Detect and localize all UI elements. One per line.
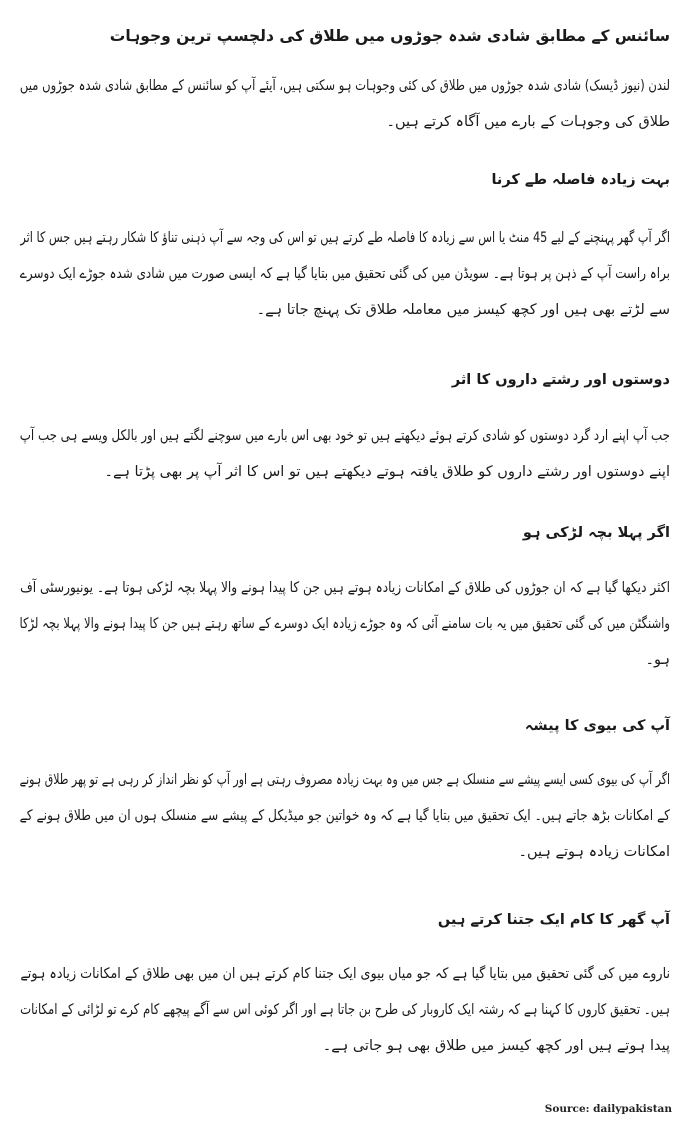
paragraph-line: سے لڑتے بھی ہیں اور کچھ کیسز میں معاملہ طلاق تک پہنچ جاتا ہے۔	[256, 302, 670, 318]
paragraph-line: ہو۔	[645, 652, 670, 668]
article-title: سائنس کے مطابق شادی شدہ جوڑوں میں طلاق کی دلچسپ ترین وجوہات	[109, 27, 670, 45]
paragraph-line: جب آپ اپنے ارد گرد دوستوں کو شادی کرتے ہوئے دیکھتے ہیں تو خود بھی اس بارے میں سوچنے لگتے ہیں اور بالکل ویسے ہی جب آپ	[19, 428, 671, 444]
section-heading-first-child: اگر پہلا بچہ لڑکی ہو	[522, 525, 670, 541]
paragraph-line: اگر آپ کی بیوی کسی ایسے پیشے سے منسلک ہے جس میں وہ بہت زیادہ مصروف رہتی ہے اور آپ کو نظر انداز کر رہی ہے تو پھر طلاق ہونے	[19, 772, 670, 788]
section-heading-commute: بہت زیادہ فاصلہ طے کرنا	[491, 172, 670, 188]
section-paragraph-commute	[20, 220, 670, 328]
paragraph-line: اکثر دیکھا گیا ہے کہ ان جوڑوں کی طلاق کے امکانات زیادہ ہوتے ہیں جن کا پیدا ہونے والا پہلا بچہ لڑکی ہوتا ہے۔ یونیورسٹی آف	[20, 580, 671, 596]
paragraph-line: امکانات زیادہ ہوتے ہیں۔	[518, 844, 670, 860]
intro-line: طلاق کی وجوہات کے بارے میں آگاہ کرتے ہیں۔	[386, 114, 670, 130]
section-heading-housework: آپ گھر کا کام ایک جتنا کرتے ہیں	[437, 912, 670, 928]
source-credit: Source: dailypakistan	[544, 1103, 672, 1115]
intro-paragraph	[20, 68, 670, 140]
paragraph-line: براہ راست آپ کے ذہن پر ہوتا ہے۔ سویڈن میں کی گئی تحقیق میں بتایا گیا ہے کہ ایسی صورت میں شادی شدہ جوڑے ایک دوسرے	[19, 266, 670, 282]
section-paragraph-friends	[20, 418, 670, 490]
section-paragraph-housework	[20, 956, 670, 1064]
paragraph-line: پیدا ہوتے ہیں اور کچھ کیسز میں طلاق بھی ہو جاتی ہے۔	[322, 1038, 670, 1054]
paragraph-line: ناروے میں کی گئی تحقیق میں بتایا گیا ہے کہ جو میاں بیوی ایک جتنا کام کرتے ہیں ان میں بھی طلاق کے امکانات زیادہ ہوتے	[20, 966, 670, 982]
paragraph-line: کے امکانات بڑھ جاتے ہیں۔ ایک تحقیق میں بتایا گیا ہے کہ وہ خواتین جو میڈیکل کے پیشے سے منسلک ہوں ان میں طلاق ہونے کے	[19, 808, 670, 824]
intro-line: لندن (نیوز ڈیسک) شادی شدہ جوڑوں میں طلاق کی کئی وجوہات ہو سکتی ہیں، آیئے آپ کو سائنس کے مطابق شادی شدہ جوڑوں میں	[19, 78, 670, 94]
section-heading-wife-profession: آپ کی بیوی کا پیشہ	[524, 718, 670, 734]
paragraph-line: واشنگٹن میں کی گئی تحقیق میں یہ بات سامنے آئی کہ وہ جوڑے زیادہ ایک دوسرے کے ساتھ رہتے ہیں جن کا پیدا ہونے والا پہلا بچہ لڑکا	[19, 616, 670, 632]
paragraph-line: اگر آپ گھر پہنچنے کے لیے 45 منٹ یا اس سے زیادہ کا فاصلہ طے کرتے ہیں تو اس کی وجہ سے آپ ذہنی تناؤ کا شکار رہتے ہیں جس کا اثر	[20, 230, 670, 246]
paragraph-line: اپنے دوستوں اور رشتے داروں کو طلاق یافتہ ہوتے دیکھتے ہیں تو اس کا اثر آپ پر بھی پڑتا ہے۔	[104, 464, 670, 480]
paragraph-line: ہیں۔ تحقیق کاروں کا کہنا ہے کہ رشتہ ایک کاروبار کی طرح بن جاتا ہے اور اگر کوئی اس سے آگے پیچھے کام کرے تو لڑائی کے امکانات	[20, 1002, 670, 1018]
section-heading-friends: دوستوں اور رشتے داروں کا اثر	[451, 372, 670, 388]
section-paragraph-first-child	[20, 570, 670, 678]
section-paragraph-wife-profession	[20, 762, 670, 870]
